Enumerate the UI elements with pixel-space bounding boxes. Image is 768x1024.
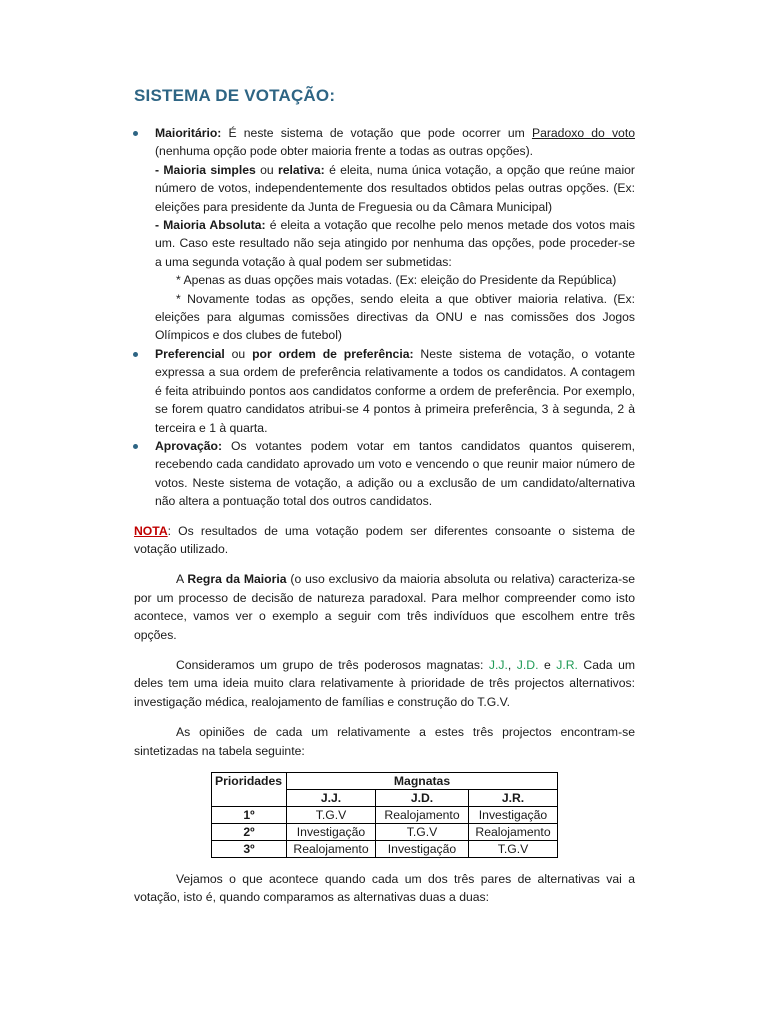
- list-item-maioritario: [134, 124, 635, 345]
- priorities-table: [211, 772, 558, 858]
- table-cell: Realojamento: [376, 807, 469, 824]
- header-magnatas: Magnatas: [376, 773, 469, 790]
- regra-paragraph: [134, 570, 635, 644]
- table-cell: Investigação: [376, 841, 469, 858]
- header-jr: J.R.: [469, 790, 558, 807]
- regra-text: (o uso exclusivo da maioria absoluta ou relativa) caracteriza-se por um processo de decisão de natureza paradoxal. Para melhor compreender como isto acontece, vamos ver o exemplo a seguir com três indivíduos que escolhem entre três opções.: [134, 572, 635, 642]
- term-aprovacao: Aprovação:: [155, 438, 223, 453]
- table-cell: T.G.V: [376, 824, 469, 841]
- header-group-spacer: [287, 773, 376, 790]
- spacer: [134, 558, 635, 570]
- maioria-simples-text: é eleita, numa única votação, a opção que reúne maior número de votos, independentemente dos resultados obtidos pelas outras opções. (Ex: eleições para presidente da Junta de Freguesia ou da Câmara Municipal): [155, 162, 635, 214]
- table-cell: Realojamento: [469, 824, 558, 841]
- table-cell: T.G.V: [469, 841, 558, 858]
- header-group-spacer: [469, 773, 558, 790]
- grupo-paragraph: [134, 656, 635, 711]
- term-ordem-preferencia: por ordem de preferência:: [252, 346, 414, 361]
- preferencial-paragraph: [155, 345, 635, 437]
- header-prioridades: Prioridades: [212, 773, 287, 790]
- term-maioritario: Maioritário:: [155, 126, 222, 140]
- spacer: [134, 511, 635, 522]
- term-preferencial: Preferencial: [155, 346, 225, 361]
- magnata-name-jr: J.R.: [556, 657, 578, 672]
- bullet-dot-icon: [133, 352, 138, 357]
- maioritario-text-a: É neste sistema de votação que pode ocorrer um: [221, 126, 532, 140]
- separator: ,: [507, 657, 517, 672]
- grupo-text: Cada um deles tem uma ideia muito clara relativamente à prioridade de três projectos alternativos: investigação médica, realojamento de famílias e construção do T.G.V.: [134, 657, 635, 709]
- regra-pre: A: [176, 572, 188, 587]
- table-subheader-row: [212, 790, 558, 807]
- maioritario-paragraph: [155, 124, 635, 161]
- list-item-aprovacao: [134, 437, 635, 511]
- sub-option-2: * Novamente todas as opções, sendo eleita a que obtiver maioria relativa. (Ex: eleições para algumas comissões directivas da ONU e nas comissões dos Jogos Olímpicos e dos clubes de futebol): [155, 291, 635, 343]
- nota-label: NOTA: [134, 523, 168, 538]
- grupo-pre: Consideramos um grupo de três poderosos magnatas:: [176, 657, 489, 672]
- aprovacao-paragraph: [155, 437, 635, 511]
- header-jd: J.D.: [376, 790, 469, 807]
- rank-cell: 2º: [212, 824, 287, 841]
- maioria-absoluta-paragraph: [155, 216, 635, 271]
- conjunction: ou: [224, 346, 253, 361]
- section-heading: SISTEMA DE VOTAÇÃO:: [134, 86, 336, 105]
- nota-paragraph: [134, 522, 635, 559]
- document-content: [134, 86, 635, 907]
- table-cell: Realojamento: [287, 841, 376, 858]
- rank-cell: 1º: [212, 807, 287, 824]
- spacer: [134, 644, 635, 656]
- table-cell: T.G.V: [287, 807, 376, 824]
- table-row: [212, 841, 558, 858]
- opinioes-paragraph: As opiniões de cada um relativamente a estes três projectos encontram-se sintetizadas na tabela seguinte:: [134, 725, 635, 758]
- separator: e: [538, 657, 557, 672]
- nota-text: : Os resultados de uma votação podem ser diferentes consoante o sistema de votação utilizado.: [134, 523, 635, 556]
- term-regra-maioria: Regra da Maioria: [187, 572, 287, 587]
- preferencial-text: Neste sistema de votação, o votante expressa a sua ordem de preferência relativamente a todos os candidatos. A contagem é feita atribuindo pontos aos candidatos conforme a ordem de preferência. Por exemplo, se forem quatro candidatos atribui-se 4 pontos à primeira preferência, 3 à segunda, 2 à terceira e 1 à quarta.: [155, 346, 635, 435]
- conjunction: ou: [255, 162, 278, 177]
- rank-cell: 3º: [212, 841, 287, 858]
- table-row: [212, 824, 558, 841]
- bullet-dot-icon: [133, 444, 138, 449]
- spacer: [134, 858, 635, 870]
- magnata-name-jd: J.D.: [516, 657, 539, 672]
- list-item-preferencial: [134, 345, 635, 437]
- vejamos-paragraph: Vejamos o que acontece quando cada um dos três pares de alternativas vai a votação, isto é, quando comparamos as alternativas duas a duas:: [134, 872, 635, 905]
- term-maioria-absoluta: - Maioria Absoluta:: [155, 218, 266, 233]
- table-cell: Investigação: [469, 807, 558, 824]
- aprovacao-text: Os votantes podem votar em tantos candidatos quantos quiserem, recebendo cada candidato aprovado um voto e vencendo o que reunir maior número de votos. Neste sistema de votação, a adição ou a exclusão de um candidato/alternativa não altera a pontuação total dos outros candidatos.: [155, 438, 635, 509]
- header-jj: J.J.: [287, 790, 376, 807]
- spacer: [134, 711, 635, 723]
- maioria-absoluta-text: é eleita a votação que recolhe pelo menos metade dos votos mais um. Caso este resultado não seja atingido por nenhuma das opções, pode proceder-se a uma segunda votação à qual podem ser submetidas:: [155, 218, 635, 269]
- table-cell: Investigação: [287, 824, 376, 841]
- magnata-name-jj: J.J.: [488, 657, 508, 672]
- term-maioria-simples: - Maioria simples: [155, 162, 256, 177]
- maioria-simples-paragraph: [155, 161, 635, 216]
- term-relativa: relativa:: [278, 162, 325, 177]
- table-row: [212, 807, 558, 824]
- table-header-row: [212, 773, 558, 790]
- header-empty: [212, 790, 287, 807]
- maioritario-text-b: (nenhuma opção pode obter maioria frente a todas as outras opções).: [155, 144, 534, 159]
- bullet-dot-icon: [133, 131, 138, 136]
- sub-option-1: * Apenas as duas opções mais votadas. (Ex: eleição do Presidente da República): [176, 273, 617, 288]
- voting-systems-list: [134, 124, 635, 511]
- paradoxo-link[interactable]: Paradoxo do voto: [531, 126, 635, 140]
